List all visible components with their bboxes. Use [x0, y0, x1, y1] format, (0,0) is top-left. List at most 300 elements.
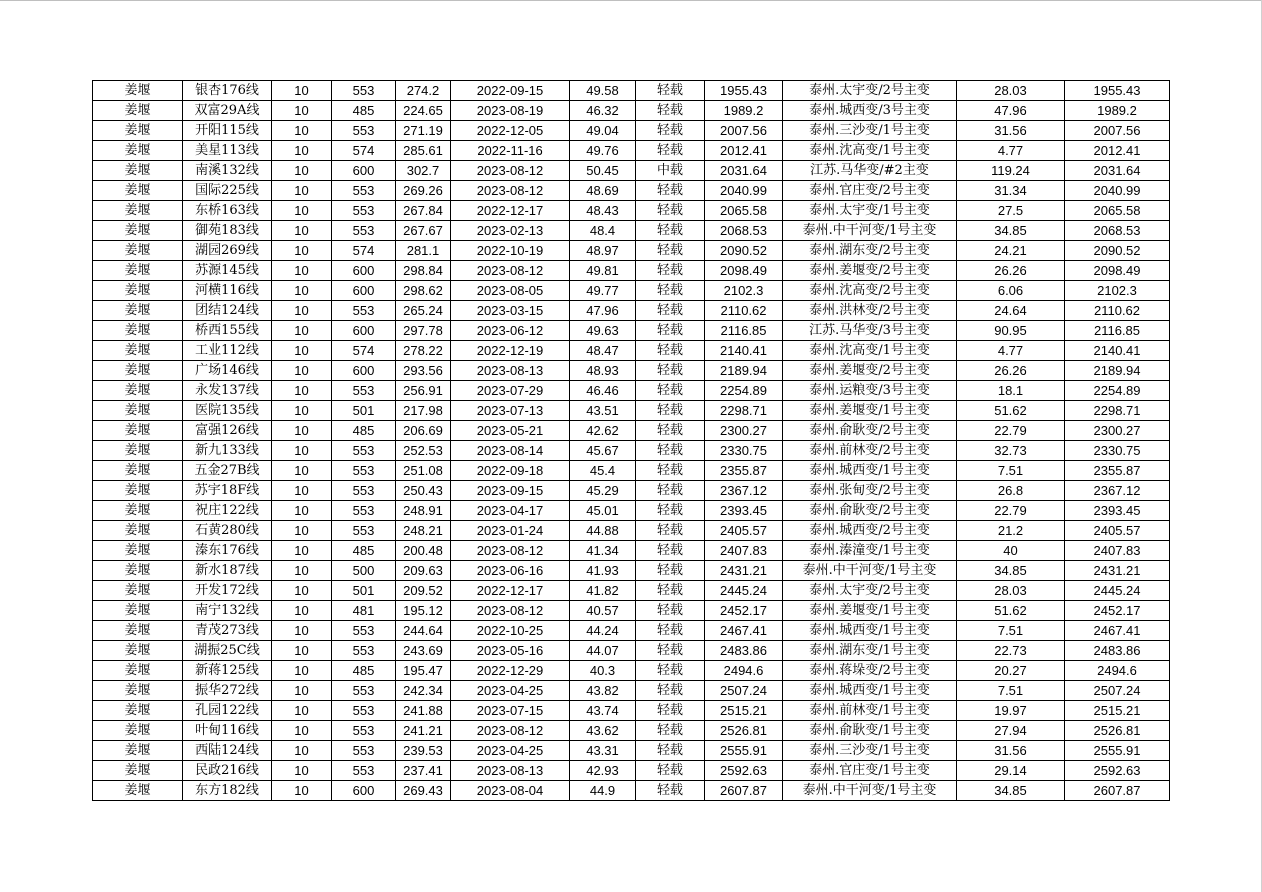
line-name-cell: 祝庄122线 [183, 501, 272, 521]
date-cell: 2023-06-16 [451, 561, 570, 581]
date-cell: 2023-05-16 [451, 641, 570, 661]
load-cell: 241.21 [396, 721, 451, 741]
load-rate-cell: 45.29 [570, 481, 636, 501]
distance-cell: 2431.21 [705, 561, 783, 581]
transformer-cell: 泰州.张甸变/2号主变 [783, 481, 957, 501]
county-cell: 姜堰 [93, 321, 183, 341]
transformer-load-cell: 31.56 [957, 741, 1065, 761]
capacity-cell: 600 [332, 781, 396, 801]
line-name-cell: 永发137线 [183, 381, 272, 401]
load-cell: 244.64 [396, 621, 451, 641]
load-status-cell: 轻载 [636, 361, 705, 381]
county-cell: 姜堰 [93, 141, 183, 161]
table-row [93, 361, 1170, 381]
transformer-load-cell: 6.06 [957, 281, 1065, 301]
date-cell: 2023-08-04 [451, 781, 570, 801]
capacity-cell: 553 [332, 221, 396, 241]
table-row [93, 781, 1170, 801]
total-cell: 2555.91 [1065, 741, 1170, 761]
voltage-cell: 10 [272, 761, 332, 781]
table-row [93, 101, 1170, 121]
capacity-cell: 600 [332, 161, 396, 181]
transformer-cell: 泰州.城西变/1号主变 [783, 681, 957, 701]
load-status-cell: 轻载 [636, 601, 705, 621]
line-name-cell: 孔园122线 [183, 701, 272, 721]
capacity-cell: 553 [332, 121, 396, 141]
date-cell: 2023-07-29 [451, 381, 570, 401]
distance-cell: 2065.58 [705, 201, 783, 221]
voltage-cell: 10 [272, 721, 332, 741]
distance-cell: 2102.3 [705, 281, 783, 301]
distance-cell: 2494.6 [705, 661, 783, 681]
load-status-cell: 轻载 [636, 721, 705, 741]
capacity-cell: 574 [332, 341, 396, 361]
table-row [93, 521, 1170, 541]
distance-cell: 2068.53 [705, 221, 783, 241]
load-rate-cell: 42.62 [570, 421, 636, 441]
transformer-load-cell: 34.85 [957, 781, 1065, 801]
table-row [93, 261, 1170, 281]
date-cell: 2023-08-12 [451, 181, 570, 201]
line-name-cell: 工业112线 [183, 341, 272, 361]
line-name-cell: 开发172线 [183, 581, 272, 601]
transformer-load-cell: 26.26 [957, 261, 1065, 281]
total-cell: 2102.3 [1065, 281, 1170, 301]
load-cell: 281.1 [396, 241, 451, 261]
distance-cell: 2452.17 [705, 601, 783, 621]
county-cell: 姜堰 [93, 761, 183, 781]
line-name-cell: 苏宇18F线 [183, 481, 272, 501]
load-cell: 250.43 [396, 481, 451, 501]
line-name-cell: 医院135线 [183, 401, 272, 421]
load-rate-cell: 41.82 [570, 581, 636, 601]
voltage-cell: 10 [272, 341, 332, 361]
load-cell: 274.2 [396, 81, 451, 101]
table-row [93, 281, 1170, 301]
distance-cell: 2467.41 [705, 621, 783, 641]
line-name-cell: 南溪132线 [183, 161, 272, 181]
voltage-cell: 10 [272, 781, 332, 801]
table-row [93, 121, 1170, 141]
capacity-cell: 485 [332, 661, 396, 681]
voltage-cell: 10 [272, 621, 332, 641]
load-rate-cell: 43.74 [570, 701, 636, 721]
load-status-cell: 轻载 [636, 401, 705, 421]
load-cell: 251.08 [396, 461, 451, 481]
load-status-cell: 轻载 [636, 141, 705, 161]
total-cell: 1989.2 [1065, 101, 1170, 121]
date-cell: 2023-07-15 [451, 701, 570, 721]
load-cell: 206.69 [396, 421, 451, 441]
transformer-load-cell: 29.14 [957, 761, 1065, 781]
date-cell: 2023-03-15 [451, 301, 570, 321]
county-cell: 姜堰 [93, 341, 183, 361]
transformer-cell: 泰州.城西变/1号主变 [783, 461, 957, 481]
line-name-cell: 新九133线 [183, 441, 272, 461]
table-row [93, 421, 1170, 441]
voltage-cell: 10 [272, 401, 332, 421]
county-cell: 姜堰 [93, 441, 183, 461]
transformer-cell: 泰州.蒋垛变/2号主变 [783, 661, 957, 681]
transformer-cell: 泰州.太宇变/2号主变 [783, 81, 957, 101]
total-cell: 2007.56 [1065, 121, 1170, 141]
total-cell: 2607.87 [1065, 781, 1170, 801]
load-status-cell: 轻载 [636, 301, 705, 321]
load-status-cell: 轻载 [636, 661, 705, 681]
transformer-load-cell: 119.24 [957, 161, 1065, 181]
county-cell: 姜堰 [93, 501, 183, 521]
table-row [93, 601, 1170, 621]
voltage-cell: 10 [272, 221, 332, 241]
load-cell: 243.69 [396, 641, 451, 661]
line-name-cell: 东方182线 [183, 781, 272, 801]
total-cell: 2116.85 [1065, 321, 1170, 341]
capacity-cell: 553 [332, 441, 396, 461]
load-status-cell: 轻载 [636, 121, 705, 141]
total-cell: 2515.21 [1065, 701, 1170, 721]
line-name-cell: 苏源145线 [183, 261, 272, 281]
date-cell: 2022-12-17 [451, 201, 570, 221]
total-cell: 2031.64 [1065, 161, 1170, 181]
voltage-cell: 10 [272, 661, 332, 681]
county-cell: 姜堰 [93, 401, 183, 421]
load-rate-cell: 48.43 [570, 201, 636, 221]
table-row [93, 461, 1170, 481]
date-cell: 2023-02-13 [451, 221, 570, 241]
date-cell: 2023-01-24 [451, 521, 570, 541]
line-name-cell: 叶甸116线 [183, 721, 272, 741]
date-cell: 2023-07-13 [451, 401, 570, 421]
transformer-cell: 泰州.城西变/2号主变 [783, 521, 957, 541]
county-cell: 姜堰 [93, 741, 183, 761]
voltage-cell: 10 [272, 361, 332, 381]
total-cell: 2330.75 [1065, 441, 1170, 461]
transformer-load-cell: 4.77 [957, 141, 1065, 161]
transformer-load-cell: 22.79 [957, 421, 1065, 441]
table-row [93, 241, 1170, 261]
page-top-edge [0, 0, 1262, 1]
voltage-cell: 10 [272, 701, 332, 721]
transformer-cell: 泰州.姜堰变/1号主变 [783, 601, 957, 621]
capacity-cell: 600 [332, 281, 396, 301]
date-cell: 2023-05-21 [451, 421, 570, 441]
date-cell: 2023-08-19 [451, 101, 570, 121]
line-name-cell: 五金27B线 [183, 461, 272, 481]
date-cell: 2023-08-12 [451, 601, 570, 621]
load-status-cell: 轻载 [636, 341, 705, 361]
load-rate-cell: 43.51 [570, 401, 636, 421]
voltage-cell: 10 [272, 441, 332, 461]
table-row [93, 401, 1170, 421]
total-cell: 2393.45 [1065, 501, 1170, 521]
table-row [93, 321, 1170, 341]
capacity-cell: 501 [332, 401, 396, 421]
capacity-cell: 553 [332, 641, 396, 661]
line-name-cell: 团结124线 [183, 301, 272, 321]
distance-cell: 2116.85 [705, 321, 783, 341]
transformer-load-cell: 28.03 [957, 581, 1065, 601]
transformer-load-cell: 34.85 [957, 561, 1065, 581]
load-rate-cell: 48.69 [570, 181, 636, 201]
load-cell: 209.63 [396, 561, 451, 581]
voltage-cell: 10 [272, 161, 332, 181]
load-rate-cell: 49.76 [570, 141, 636, 161]
total-cell: 2300.27 [1065, 421, 1170, 441]
transformer-cell: 泰州.三沙变/1号主变 [783, 741, 957, 761]
total-cell: 2040.99 [1065, 181, 1170, 201]
distance-cell: 2507.24 [705, 681, 783, 701]
date-cell: 2022-09-15 [451, 81, 570, 101]
transformer-cell: 泰州.沈高变/2号主变 [783, 281, 957, 301]
total-cell: 2298.71 [1065, 401, 1170, 421]
transformer-load-cell: 19.97 [957, 701, 1065, 721]
capacity-cell: 485 [332, 101, 396, 121]
line-name-cell: 新水187线 [183, 561, 272, 581]
voltage-cell: 10 [272, 681, 332, 701]
transformer-load-cell: 7.51 [957, 681, 1065, 701]
table-row [93, 701, 1170, 721]
voltage-cell: 10 [272, 201, 332, 221]
line-name-cell: 新蒋125线 [183, 661, 272, 681]
date-cell: 2023-08-12 [451, 541, 570, 561]
date-cell: 2023-04-25 [451, 741, 570, 761]
load-cell: 302.7 [396, 161, 451, 181]
load-cell: 298.62 [396, 281, 451, 301]
county-cell: 姜堰 [93, 561, 183, 581]
date-cell: 2023-09-15 [451, 481, 570, 501]
voltage-cell: 10 [272, 461, 332, 481]
load-cell: 195.12 [396, 601, 451, 621]
county-cell: 姜堰 [93, 261, 183, 281]
distance-cell: 2393.45 [705, 501, 783, 521]
voltage-cell: 10 [272, 641, 332, 661]
transformer-cell: 泰州.姜堰变/1号主变 [783, 401, 957, 421]
load-rate-cell: 49.77 [570, 281, 636, 301]
transformer-cell: 泰州.中干河变/1号主变 [783, 221, 957, 241]
table-row [93, 141, 1170, 161]
transformer-cell: 泰州.沈高变/1号主变 [783, 341, 957, 361]
table-row [93, 721, 1170, 741]
transformer-cell: 泰州.城西变/3号主变 [783, 101, 957, 121]
load-cell: 195.47 [396, 661, 451, 681]
transformer-cell: 泰州.湖东变/1号主变 [783, 641, 957, 661]
total-cell: 2065.58 [1065, 201, 1170, 221]
transformer-load-cell: 4.77 [957, 341, 1065, 361]
load-rate-cell: 40.3 [570, 661, 636, 681]
county-cell: 姜堰 [93, 641, 183, 661]
load-rate-cell: 49.81 [570, 261, 636, 281]
transformer-load-cell: 32.73 [957, 441, 1065, 461]
load-rate-cell: 43.82 [570, 681, 636, 701]
load-status-cell: 轻载 [636, 381, 705, 401]
load-rate-cell: 49.58 [570, 81, 636, 101]
capacity-cell: 553 [332, 201, 396, 221]
line-name-cell: 南宁132线 [183, 601, 272, 621]
capacity-cell: 553 [332, 501, 396, 521]
total-cell: 2254.89 [1065, 381, 1170, 401]
table-row [93, 301, 1170, 321]
distance-cell: 2355.87 [705, 461, 783, 481]
load-cell: 298.84 [396, 261, 451, 281]
transformer-cell: 泰州.官庄变/2号主变 [783, 181, 957, 201]
total-cell: 2367.12 [1065, 481, 1170, 501]
date-cell: 2022-11-16 [451, 141, 570, 161]
table-row [93, 621, 1170, 641]
distance-cell: 2007.56 [705, 121, 783, 141]
transformer-load-cell: 27.5 [957, 201, 1065, 221]
line-name-cell: 湖振25C线 [183, 641, 272, 661]
table-row [93, 681, 1170, 701]
load-rate-cell: 48.93 [570, 361, 636, 381]
load-status-cell: 轻载 [636, 81, 705, 101]
date-cell: 2022-10-25 [451, 621, 570, 641]
transformer-cell: 泰州.俞耿变/2号主变 [783, 421, 957, 441]
voltage-cell: 10 [272, 81, 332, 101]
transformer-load-cell: 26.8 [957, 481, 1065, 501]
transformer-cell: 泰州.运粮变/3号主变 [783, 381, 957, 401]
voltage-cell: 10 [272, 541, 332, 561]
date-cell: 2023-04-25 [451, 681, 570, 701]
capacity-cell: 553 [332, 721, 396, 741]
load-status-cell: 轻载 [636, 441, 705, 461]
capacity-cell: 600 [332, 261, 396, 281]
distance-cell: 2592.63 [705, 761, 783, 781]
total-cell: 2140.41 [1065, 341, 1170, 361]
distance-cell: 2407.83 [705, 541, 783, 561]
county-cell: 姜堰 [93, 621, 183, 641]
transformer-load-cell: 47.96 [957, 101, 1065, 121]
transformer-cell: 泰州.溱潼变/1号主变 [783, 541, 957, 561]
load-status-cell: 轻载 [636, 201, 705, 221]
distance-cell: 2555.91 [705, 741, 783, 761]
line-name-cell: 河横116线 [183, 281, 272, 301]
table-row [93, 441, 1170, 461]
transformer-load-cell: 90.95 [957, 321, 1065, 341]
load-status-cell: 轻载 [636, 261, 705, 281]
load-rate-cell: 42.93 [570, 761, 636, 781]
table-row [93, 341, 1170, 361]
load-cell: 224.65 [396, 101, 451, 121]
load-rate-cell: 47.96 [570, 301, 636, 321]
date-cell: 2022-12-29 [451, 661, 570, 681]
capacity-cell: 553 [332, 181, 396, 201]
county-cell: 姜堰 [93, 481, 183, 501]
load-rate-cell: 50.45 [570, 161, 636, 181]
load-status-cell: 轻载 [636, 561, 705, 581]
date-cell: 2022-12-17 [451, 581, 570, 601]
voltage-cell: 10 [272, 581, 332, 601]
load-cell: 297.78 [396, 321, 451, 341]
transformer-load-cell: 34.85 [957, 221, 1065, 241]
load-status-cell: 轻载 [636, 781, 705, 801]
table-row [93, 661, 1170, 681]
voltage-cell: 10 [272, 421, 332, 441]
line-name-cell: 溱东176线 [183, 541, 272, 561]
load-cell: 269.26 [396, 181, 451, 201]
load-status-cell: 轻载 [636, 761, 705, 781]
line-name-cell: 开阳115线 [183, 121, 272, 141]
table-row [93, 741, 1170, 761]
transformer-load-cell: 22.79 [957, 501, 1065, 521]
capacity-cell: 600 [332, 321, 396, 341]
distance-cell: 2607.87 [705, 781, 783, 801]
transformer-load-cell: 31.34 [957, 181, 1065, 201]
date-cell: 2023-06-12 [451, 321, 570, 341]
distance-cell: 2012.41 [705, 141, 783, 161]
load-rate-cell: 48.47 [570, 341, 636, 361]
date-cell: 2022-09-18 [451, 461, 570, 481]
load-cell: 278.22 [396, 341, 451, 361]
total-cell: 2355.87 [1065, 461, 1170, 481]
load-rate-cell: 45.01 [570, 501, 636, 521]
transformer-cell: 泰州.太宇变/1号主变 [783, 201, 957, 221]
county-cell: 姜堰 [93, 541, 183, 561]
table-row [93, 201, 1170, 221]
table-row [93, 561, 1170, 581]
county-cell: 姜堰 [93, 161, 183, 181]
load-status-cell: 轻载 [636, 241, 705, 261]
load-cell: 267.67 [396, 221, 451, 241]
load-rate-cell: 45.4 [570, 461, 636, 481]
load-cell: 248.21 [396, 521, 451, 541]
table-row [93, 581, 1170, 601]
date-cell: 2023-08-12 [451, 161, 570, 181]
transformer-cell: 泰州.沈高变/1号主变 [783, 141, 957, 161]
distance-cell: 2140.41 [705, 341, 783, 361]
line-name-cell: 国际225线 [183, 181, 272, 201]
load-status-cell: 轻载 [636, 501, 705, 521]
county-cell: 姜堰 [93, 701, 183, 721]
voltage-cell: 10 [272, 261, 332, 281]
table-row [93, 221, 1170, 241]
line-name-cell: 富强126线 [183, 421, 272, 441]
load-cell: 217.98 [396, 401, 451, 421]
transformer-load-cell: 27.94 [957, 721, 1065, 741]
voltage-cell: 10 [272, 101, 332, 121]
total-cell: 2068.53 [1065, 221, 1170, 241]
total-cell: 1955.43 [1065, 81, 1170, 101]
table-row [93, 541, 1170, 561]
distance-cell: 1989.2 [705, 101, 783, 121]
voltage-cell: 10 [272, 241, 332, 261]
table-row [93, 501, 1170, 521]
table-row [93, 481, 1170, 501]
voltage-cell: 10 [272, 301, 332, 321]
load-rate-cell: 43.31 [570, 741, 636, 761]
transformer-load-cell: 31.56 [957, 121, 1065, 141]
load-rate-cell: 46.32 [570, 101, 636, 121]
transformer-load-cell: 51.62 [957, 601, 1065, 621]
distance-cell: 2367.12 [705, 481, 783, 501]
distance-cell: 2526.81 [705, 721, 783, 741]
distance-cell: 2254.89 [705, 381, 783, 401]
county-cell: 姜堰 [93, 201, 183, 221]
load-rate-cell: 46.46 [570, 381, 636, 401]
capacity-cell: 501 [332, 581, 396, 601]
load-status-cell: 轻载 [636, 181, 705, 201]
county-cell: 姜堰 [93, 601, 183, 621]
total-cell: 2507.24 [1065, 681, 1170, 701]
load-status-cell: 轻载 [636, 621, 705, 641]
transformer-cell: 泰州.洪林变/2号主变 [783, 301, 957, 321]
load-cell: 237.41 [396, 761, 451, 781]
line-name-cell: 桥西155线 [183, 321, 272, 341]
line-name-cell: 美星113线 [183, 141, 272, 161]
capacity-cell: 553 [332, 621, 396, 641]
transformer-cell: 泰州.官庄变/1号主变 [783, 761, 957, 781]
load-cell: 241.88 [396, 701, 451, 721]
date-cell: 2022-10-19 [451, 241, 570, 261]
